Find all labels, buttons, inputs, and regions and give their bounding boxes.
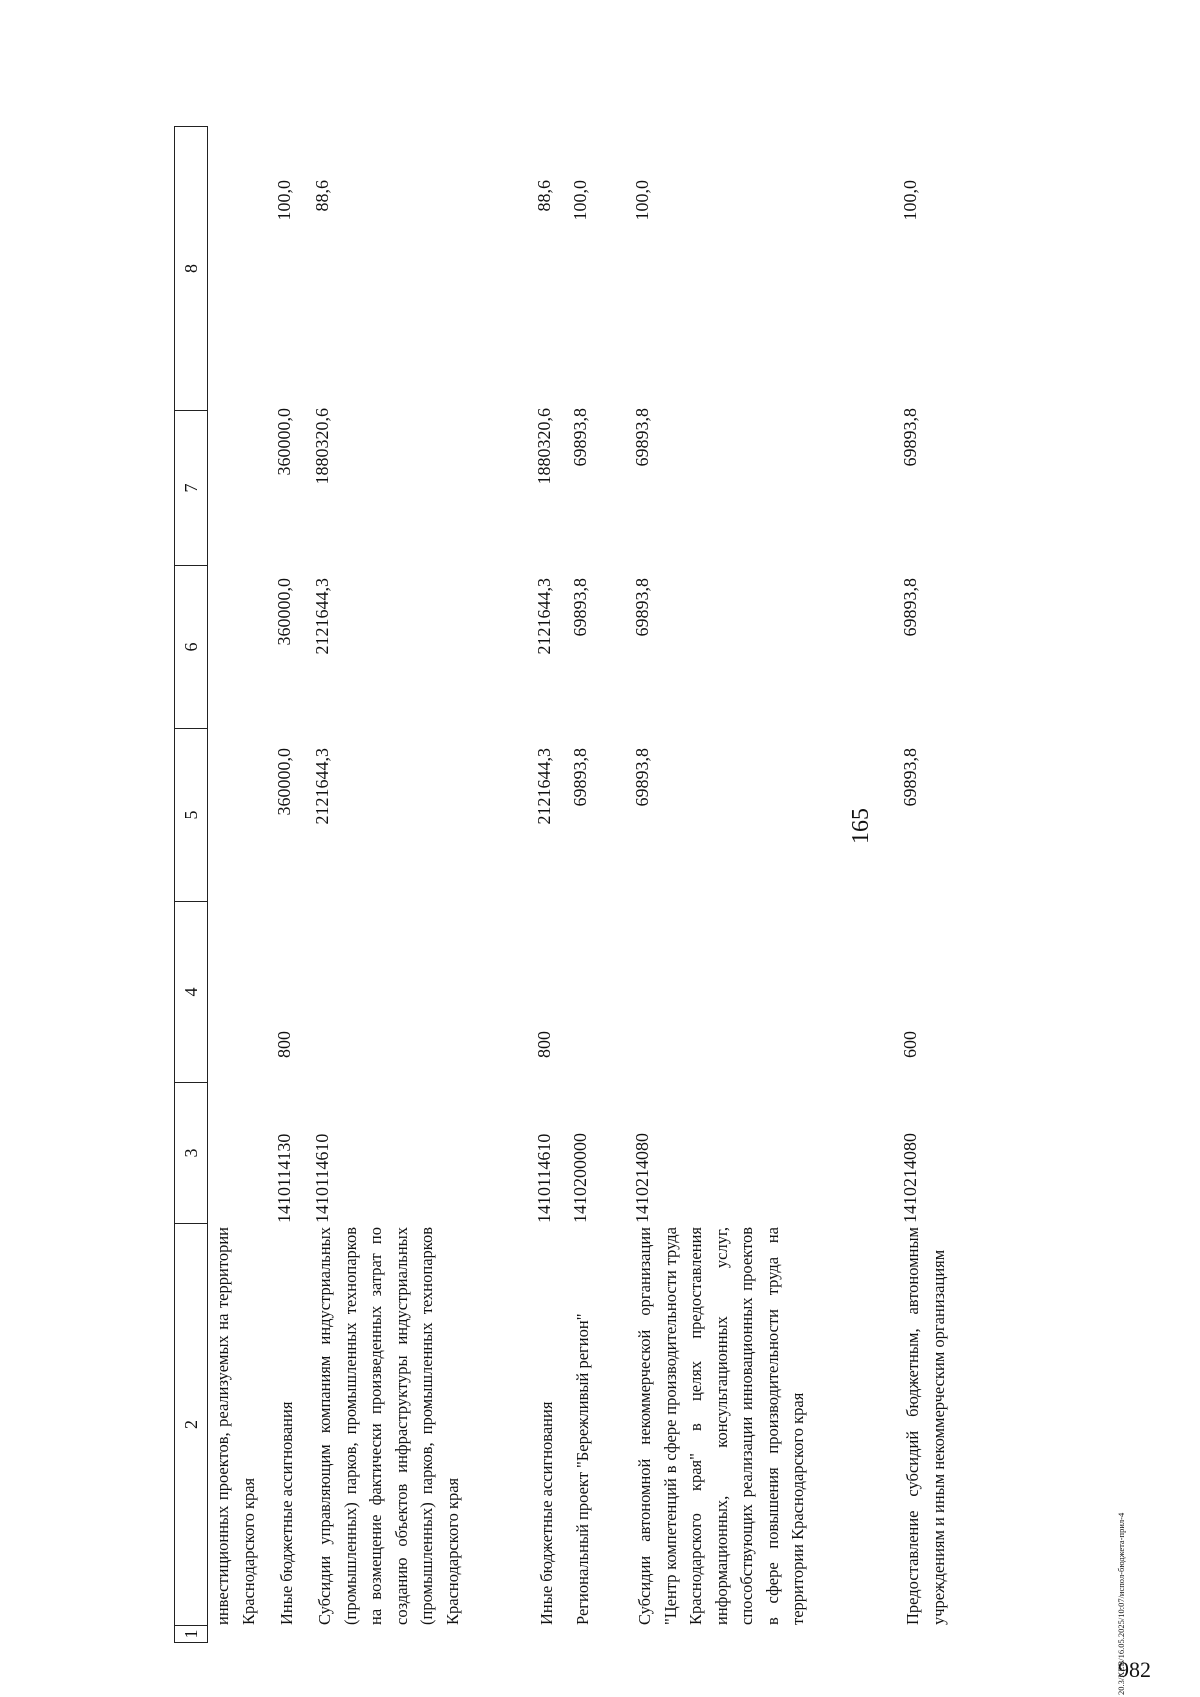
- row-col6: 360000,0: [274, 578, 294, 646]
- row-description: Субсидии управляющим компаниям индустриальных (промышленных) парков, промышленных технопарков на возмещение фактически произведенных затрат по созданию объектов инфраструктуры индустриальных (промышленных) парков, промышленных технопарков Краснодарского края: [315, 1227, 462, 1625]
- row-expense-type: 600: [900, 1031, 920, 1058]
- row-expense-type: 800: [274, 1031, 294, 1058]
- row-col7: 69893,8: [570, 408, 590, 467]
- header-cell-6: 6: [174, 565, 208, 729]
- page-number: 982: [1118, 1657, 1151, 1682]
- row-col7: 1880320,6: [312, 408, 332, 485]
- header-cell-7: 7: [174, 410, 208, 566]
- header-cell-8: 8: [174, 126, 208, 411]
- row-col5: 2121644,3: [312, 748, 332, 825]
- row-col6: 69893,8: [570, 578, 590, 637]
- row-code: 1410214080: [900, 1133, 920, 1223]
- header-cell-5: 5: [174, 728, 208, 902]
- header-cell-3: 3: [174, 1082, 208, 1224]
- row-col5: 69893,8: [632, 748, 652, 807]
- row-col7: 1880320,6: [534, 408, 554, 485]
- row-code: 1410200000: [570, 1133, 590, 1223]
- header-cell-1: 1: [174, 1625, 208, 1643]
- row-col7: 69893,8: [632, 408, 652, 467]
- header-cell-2: 2: [174, 1223, 208, 1626]
- row-expense-type: 800: [534, 1031, 554, 1058]
- row-description: инвестиционных проектов, реализуемых на территории Краснодарского края: [213, 1227, 258, 1625]
- side-file-note: [1116, 1195, 1138, 1695]
- row-description: Иные бюджетные ассигнования: [537, 1401, 556, 1625]
- row-description: Предоставление субсидий бюджетным, автономным учреждениям и иным некоммерческим организациям: [903, 1227, 948, 1625]
- row-col6: 2121644,3: [534, 578, 554, 655]
- row-col7: 69893,8: [900, 408, 920, 467]
- row-col5: 69893,8: [900, 748, 920, 807]
- row-description: Субсидии автономной некоммерческой организации "Центр компетенций в сфере производительности труда Краснодарского края" в целях предоставления информационных, консультационных услуг, способствующих реализации инновационных проектов в сфере повышения производительности труда на территории Краснодарского края: [635, 1227, 807, 1625]
- row-col8: 100,0: [632, 180, 652, 221]
- row-col7: 360000,0: [274, 408, 294, 476]
- row-col8: 88,6: [312, 180, 332, 212]
- row-description: Региональный проект "Бережливый регион": [573, 1313, 592, 1625]
- row-code: 1410114130: [274, 1133, 294, 1223]
- header-cell-4: 4: [174, 901, 208, 1083]
- row-col8: 88,6: [534, 180, 554, 212]
- top-page-number-text: 165: [848, 808, 874, 844]
- row-col6: 2121644,3: [312, 578, 332, 655]
- row-col5: 360000,0: [274, 748, 294, 816]
- row-col6: 69893,8: [900, 578, 920, 637]
- row-col6: 69893,8: [632, 578, 652, 637]
- row-col5: 2121644,3: [534, 748, 554, 825]
- row-code: 1410114610: [312, 1133, 332, 1223]
- row-col8: 100,0: [900, 180, 920, 221]
- row-col5: 69893,8: [570, 748, 590, 807]
- budget-table: [174, 46, 1200, 1643]
- row-col8: 100,0: [570, 180, 590, 221]
- row-col8: 100,0: [274, 180, 294, 221]
- row-code: 1410114610: [534, 1133, 554, 1223]
- side-file-note-text: 20.3/ХЕВ/16.05.2025/10:07/испол-бюджета-прил-4: [1116, 1512, 1126, 1695]
- row-code: 1410214080: [632, 1133, 652, 1223]
- row-description: Иные бюджетные ассигнования: [277, 1401, 296, 1625]
